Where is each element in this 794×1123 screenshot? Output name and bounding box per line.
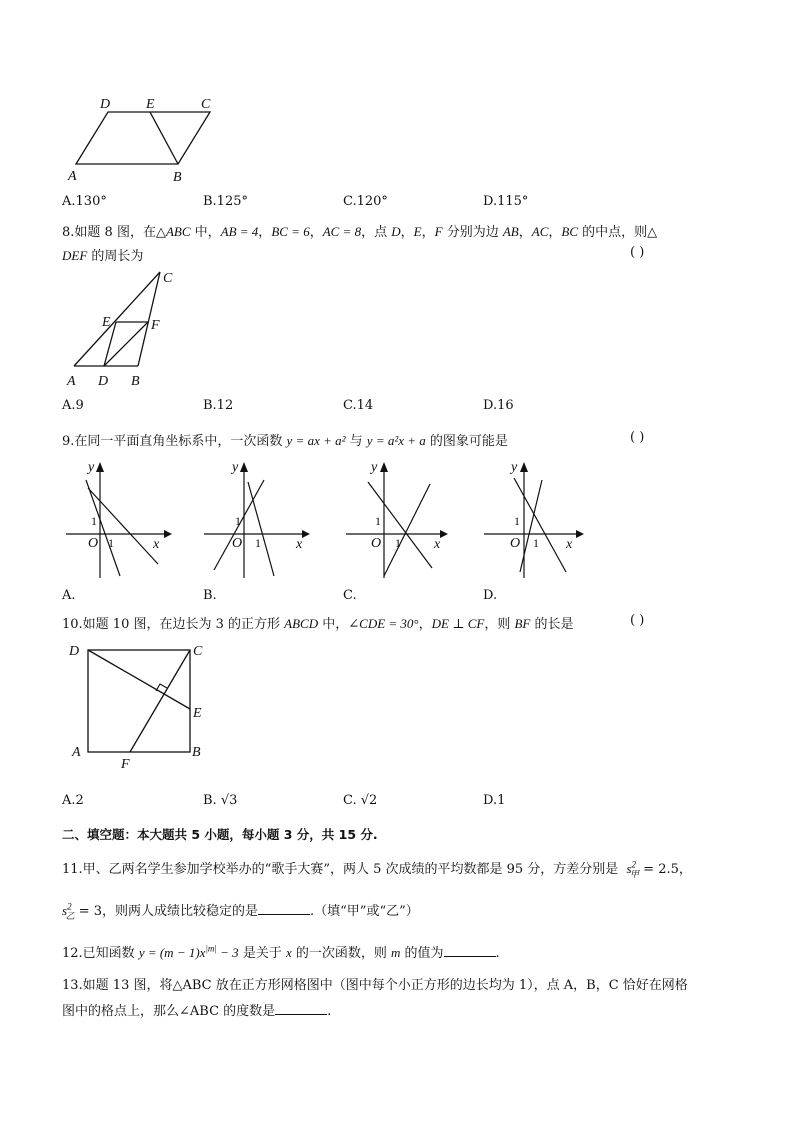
q9c-origin: O: [371, 536, 382, 551]
q10-option-d[interactable]: D.1: [483, 793, 506, 808]
q12-answer-blank[interactable]: [444, 944, 496, 957]
q7-label-c: C: [201, 97, 211, 112]
q7-parallelogram-figure: [64, 92, 224, 184]
q7-label-b: B: [173, 170, 182, 184]
q7-label-a: A: [68, 169, 77, 184]
q7-option-a[interactable]: A.130°: [62, 194, 107, 209]
q9c-tick-x1: 1: [395, 536, 401, 550]
q10-label-d: D: [69, 644, 80, 659]
q8-option-a[interactable]: A.9: [62, 398, 84, 413]
q10-square-figure: [64, 638, 214, 774]
q9c-axis-x: x: [434, 537, 441, 552]
section-heading-fill-in: 二、填空题：本大题共 5 小题，每小题 3 分，共 15 分.: [62, 827, 378, 842]
q8-question-line1: 8.如题 8 图，在△ABC 中，AB = 4，BC = 6，AC = 8，点 D，E，F 分别为边 AB，AC，BC 的中点，则△: [62, 224, 658, 240]
q9d-axis-y: y: [511, 460, 518, 475]
q11-variance-yi: $s^2_乙$: [62, 901, 75, 921]
q8-label-c: C: [163, 271, 173, 286]
q9b-axis-x: x: [296, 537, 303, 552]
q9b-axis-y: y: [232, 460, 239, 475]
q9d-tick-y1: 1: [514, 514, 520, 528]
q8-label-d: D: [98, 374, 109, 389]
q10-label-e: E: [193, 706, 202, 721]
q9-option-d[interactable]: D.: [483, 588, 498, 603]
q9-graph-b: [200, 458, 310, 580]
q9-option-a[interactable]: A.: [62, 588, 76, 603]
q9-answer-paren[interactable]: ( ): [630, 430, 645, 445]
q7-option-c[interactable]: C.120°: [343, 194, 388, 209]
q13-question-line2: 图中的格点上，那么∠ABC 的度数是 .: [62, 1004, 332, 1019]
q7-label-d: D: [100, 97, 111, 112]
q11-answer-blank[interactable]: [258, 902, 310, 915]
q9c-axis-y: y: [371, 460, 378, 475]
q8-label-b: B: [131, 374, 140, 389]
q11-question-line2: $s^2_乙 = 3$，则两人成绩比较稳定的是 .（填“甲”或“乙”）: [62, 901, 419, 921]
q10-option-a[interactable]: A.2: [62, 793, 84, 808]
q13-question-line1: 13.如题 13 图，将△ABC 放在正方形网格图中（图中每个小正方形的边长均为 1），点 A，B，C 恰好在网格: [62, 978, 688, 993]
q10-question-line: 10.如题 10 图，在边长为 3 的正方形 ABCD 中，∠CDE = 30°，DE ⊥ CF，则 BF 的长是: [62, 616, 574, 632]
q9d-tick-x1: 1: [533, 536, 539, 550]
q8-label-a: A: [67, 374, 76, 389]
q10-label-a: A: [72, 745, 81, 760]
q13-answer-blank[interactable]: [275, 1002, 327, 1015]
q9d-origin: O: [510, 536, 521, 551]
q10-label-f: F: [121, 757, 130, 772]
q7-option-d[interactable]: D.115°: [483, 194, 529, 209]
q9a-axis-y: y: [88, 460, 95, 475]
q8-option-d[interactable]: D.16: [483, 398, 514, 413]
q9a-tick-y1: 1: [91, 514, 97, 528]
q9c-tick-y1: 1: [375, 514, 381, 528]
q7-label-e: E: [146, 97, 155, 112]
q9d-axis-x: x: [566, 537, 573, 552]
q11-question-line1: 11.甲、乙两名学生参加学校举办的“歌手大赛”，两人 5 次成绩的平均数都是 95 分，方差分别是 $s^2_甲 = 2.5$，: [62, 859, 692, 879]
q8-answer-paren[interactable]: ( ): [630, 245, 645, 260]
q8-label-e: E: [102, 315, 111, 330]
q8-label-f: F: [151, 318, 160, 333]
q9-question-line: 9.在同一平面直角坐标系中，一次函数 y = ax + a² 与 y = a²x + a 的图象可能是: [62, 433, 508, 449]
q10-option-b[interactable]: B. √3: [203, 793, 238, 808]
q8-option-c[interactable]: C.14: [343, 398, 374, 413]
q10-answer-paren[interactable]: ( ): [630, 613, 645, 628]
q9a-tick-x1: 1: [108, 536, 114, 550]
q9b-tick-y1: 1: [235, 514, 241, 528]
q9-option-b[interactable]: B.: [203, 588, 217, 603]
q9b-tick-x1: 1: [255, 536, 261, 550]
q10-label-b: B: [192, 745, 201, 760]
q8-triangle-figure: [64, 266, 184, 392]
q9-option-c[interactable]: C.: [343, 588, 357, 603]
q11-variance-jia: $s^2_甲$: [626, 859, 640, 879]
q10-option-c[interactable]: C. √2: [343, 793, 378, 808]
q8-option-b[interactable]: B.12: [203, 398, 234, 413]
q7-option-b[interactable]: B.125°: [203, 194, 248, 209]
q9a-axis-x: x: [153, 537, 160, 552]
q9-graph-d: [476, 458, 586, 580]
q9a-origin: O: [88, 536, 99, 551]
q9-graph-a: [62, 458, 172, 580]
q9-graph-c: [338, 458, 448, 580]
q9b-origin: O: [232, 536, 243, 551]
q10-label-c: C: [193, 644, 203, 659]
q8-question-line2: DEF 的周长为: [62, 248, 144, 264]
q12-question-line: 12.已知函数 $y = (m - 1)x^{|m|} - 3$ 是关于 x 的一次函数，则 m 的值为 .: [62, 943, 500, 961]
